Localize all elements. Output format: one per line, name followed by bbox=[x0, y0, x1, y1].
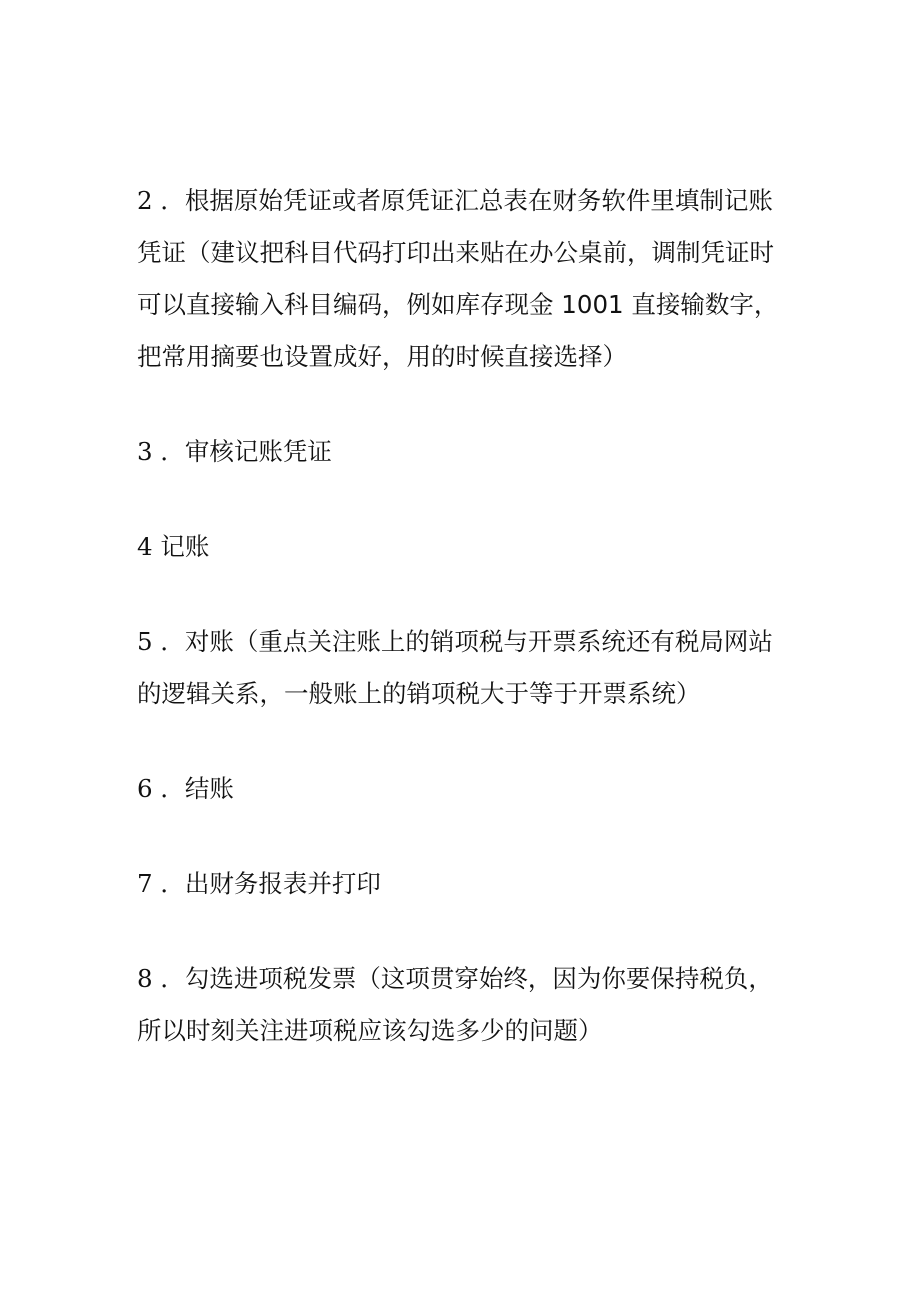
list-item-2 bbox=[137, 175, 792, 383]
list-item-7 bbox=[137, 858, 792, 910]
item-number: 8 bbox=[137, 964, 153, 993]
document-body bbox=[137, 175, 792, 1100]
item-number: 4 bbox=[137, 532, 153, 561]
item-number: 7 bbox=[137, 869, 153, 898]
item-number: 5 bbox=[137, 627, 153, 656]
item-text: ．勾选进项税发票（这项贯穿始终，因为你要保持税负，所以时刻关注进项税应该勾选多少的问题） bbox=[137, 964, 773, 1045]
list-item-6 bbox=[137, 763, 792, 815]
item-number: 2 bbox=[137, 186, 153, 215]
item-text: ．审核记账凭证 bbox=[152, 437, 332, 466]
item-number: 6 bbox=[137, 774, 153, 803]
item-text: ．对账（重点关注账上的销项税与开票系统还有税局网站的逻辑关系，一般账上的销项税大于等于开票系统） bbox=[137, 627, 773, 708]
item-text: ．根据原始凭证或者原凭证汇总表在财务软件里填制记账凭证（建议把科目代码打印出来贴在办公桌前，调制凭证时可以直接输入科目编码，例如库存现金 1001 直接输数字，把常用摘要也设置成好，用的时候直接选择） bbox=[137, 186, 779, 371]
item-text: 记账 bbox=[152, 532, 210, 561]
list-item-4 bbox=[137, 521, 792, 573]
item-text: ．结账 bbox=[152, 774, 234, 803]
list-item-8 bbox=[137, 953, 792, 1057]
item-number: 3 bbox=[137, 437, 153, 466]
list-item-3 bbox=[137, 426, 792, 478]
list-item-5 bbox=[137, 616, 792, 720]
item-text: ．出财务报表并打印 bbox=[152, 869, 381, 898]
